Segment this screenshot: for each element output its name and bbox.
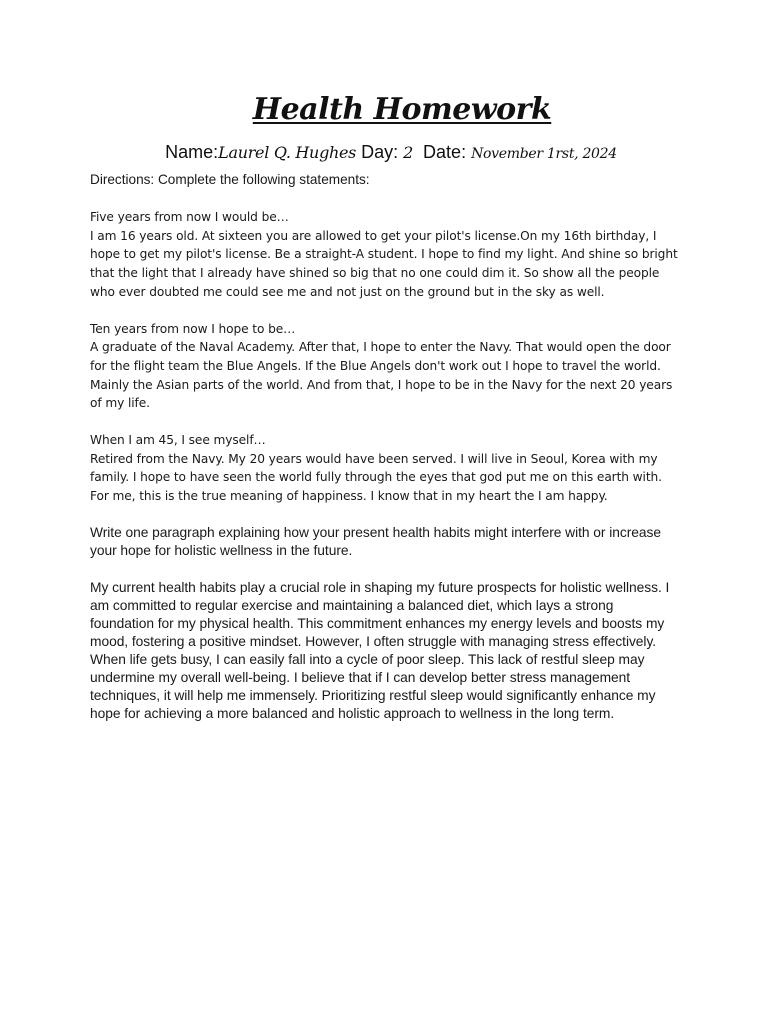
directions-text: Directions: Complete the following statements: [90, 172, 370, 187]
date-value: November 1rst, 2024 [471, 146, 617, 162]
statement-ten-years [90, 320, 680, 414]
name-label: Name: [165, 142, 219, 162]
paragraph-answer-block [90, 579, 680, 723]
date-label: Date: [423, 142, 467, 162]
student-info-line [0, 140, 768, 166]
statement-prompt: Ten years from now I hope to be… [90, 321, 296, 336]
statement-prompt: Five years from now I would be… [90, 210, 289, 224]
statement-answer: Retired from the Navy. My 20 years would have been served. I will live in Seoul, Korea with my family. I hope to have seen the world fully through the eyes that god put me on this earth with. For me, this is the true meaning of happiness. I know that in my heart the I am happy. [90, 451, 662, 504]
paragraph-prompt-block [90, 524, 680, 560]
statement-age-45 [90, 431, 680, 506]
paragraph-answer: My current health habits play a crucial role in shaping my future prospects for holistic wellness. I am committed to regular exercise and maintaining a balanced diet, which lays a strong foundation for my physical health. This commitment enhances my energy levels and boosts my mood, fostering a positive mindset. However, I often struggle with managing stress effectively. When life gets busy, I can easily fall into a cycle of poor sleep. This lack of restful sleep may undermine my overall well-being. I believe that if I can develop better stress management techniques, it will help me immensely. Prioritizing restful sleep would significantly enhance my hope for achieving a more balanced and holistic approach to wellness in the long term. [90, 579, 670, 721]
day-value: 2 [403, 143, 414, 162]
day-label: Day: [361, 142, 399, 162]
statement-five-years [90, 208, 680, 302]
document-title: Health Homework [252, 92, 552, 127]
name-value: Laurel Q. Hughes [218, 143, 357, 162]
paragraph-prompt: Write one paragraph explaining how your present health habits might interfere with or increase your hope for holistic wellness in the future. [90, 524, 662, 558]
document-body [90, 171, 680, 742]
statement-answer: I am 16 years old. At sixteen you are allowed to get your pilot's license.On my 16th birthday, I hope to get my pilot's license. Be a straight-A student. I hope to find my light. And shine so bright that the light that I already have shined so big that no one could dim it. So show all the people who ever doubted me could see me and not just on the ground but in the sky as well. [90, 228, 678, 299]
statement-answer: A graduate of the Naval Academy. After that, I hope to enter the Navy. That would open the door for the flight team the Blue Angels. If the Blue Angels don't work out I hope to travel the world. Mainly the Asian parts of the world. And from that, I hope to be in the Navy for the next 20 years of my life. [90, 340, 673, 411]
statement-prompt: When I am 45, I see myself… [90, 433, 266, 448]
